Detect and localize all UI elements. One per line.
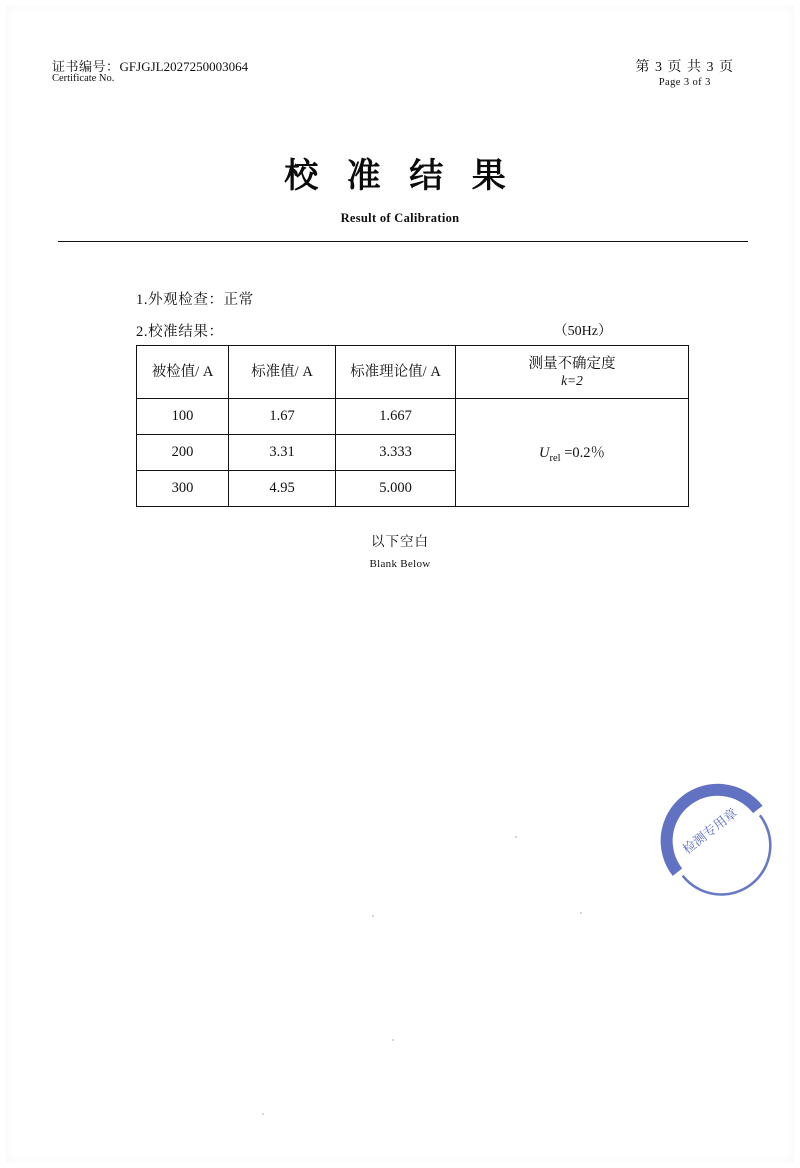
table-header-theoretical: 标准理论值/ A — [336, 346, 456, 399]
certificate-number-label-cn: 证书编号： — [52, 59, 120, 74]
blank-below-cn: 以下空白 — [371, 534, 429, 549]
page-title-cn: 校 准 结 果 — [284, 158, 516, 195]
cell-standard-2: 3.31 — [229, 435, 336, 471]
calibration-result-text: 2.校准结果： — [136, 324, 224, 340]
scan-speck — [372, 915, 374, 917]
uncertainty-value: =0.2％ — [564, 445, 605, 462]
calibration-result-table — [136, 345, 689, 507]
table-header-uncertainty — [456, 346, 689, 399]
blank-below-note — [0, 530, 800, 570]
page-title-en: Result of Calibration — [340, 211, 460, 225]
table-header-uncertainty-label: 测量不确定度 — [528, 355, 616, 372]
svg-text:检测专用章: 检测专用章 — [679, 805, 741, 857]
page-number-block — [636, 56, 735, 88]
certificate-number-label-en: Certificate No. — [52, 73, 115, 84]
table-header-standard: 标准值/ A — [229, 346, 336, 399]
table-header-coverage-factor: k=2 — [561, 372, 583, 388]
title-divider — [58, 241, 748, 242]
cell-tested-3: 300 — [137, 471, 229, 507]
uncertainty-symbol: U — [539, 445, 550, 462]
scan-speck — [262, 1113, 264, 1115]
official-seal-stamp — [652, 775, 782, 905]
table-header-row — [137, 346, 689, 399]
cell-uncertainty-value — [456, 399, 689, 507]
certificate-number-value: GFJGJL2027250003064 — [119, 59, 249, 74]
scan-speck — [580, 912, 582, 914]
scan-speck — [392, 1039, 394, 1041]
cell-tested-2: 200 — [137, 435, 229, 471]
cell-theoretical-2: 3.333 — [336, 435, 456, 471]
page-number-cn: 第 3 页 共 3 页 — [635, 60, 734, 75]
table-header-tested: 被检值/ A — [137, 346, 229, 399]
blank-below-en: Blank Below — [369, 558, 431, 570]
page-header — [52, 56, 748, 98]
cell-theoretical-3: 5.000 — [336, 471, 456, 507]
cell-tested-1: 100 — [137, 399, 229, 435]
cell-standard-1: 1.67 — [229, 399, 336, 435]
cell-standard-3: 4.95 — [229, 471, 336, 507]
page-title — [0, 148, 800, 226]
cell-theoretical-1: 1.667 — [336, 399, 456, 435]
certificate-number-block — [52, 56, 248, 84]
table-row — [137, 399, 689, 435]
frequency-note: （50Hz） — [553, 324, 612, 339]
appearance-check-text: 1.外观检查：正常 — [136, 292, 254, 308]
scan-speck — [515, 836, 517, 838]
uncertainty-subscript: rel — [549, 452, 561, 464]
page-number-en: Page 3 of 3 — [658, 77, 711, 88]
